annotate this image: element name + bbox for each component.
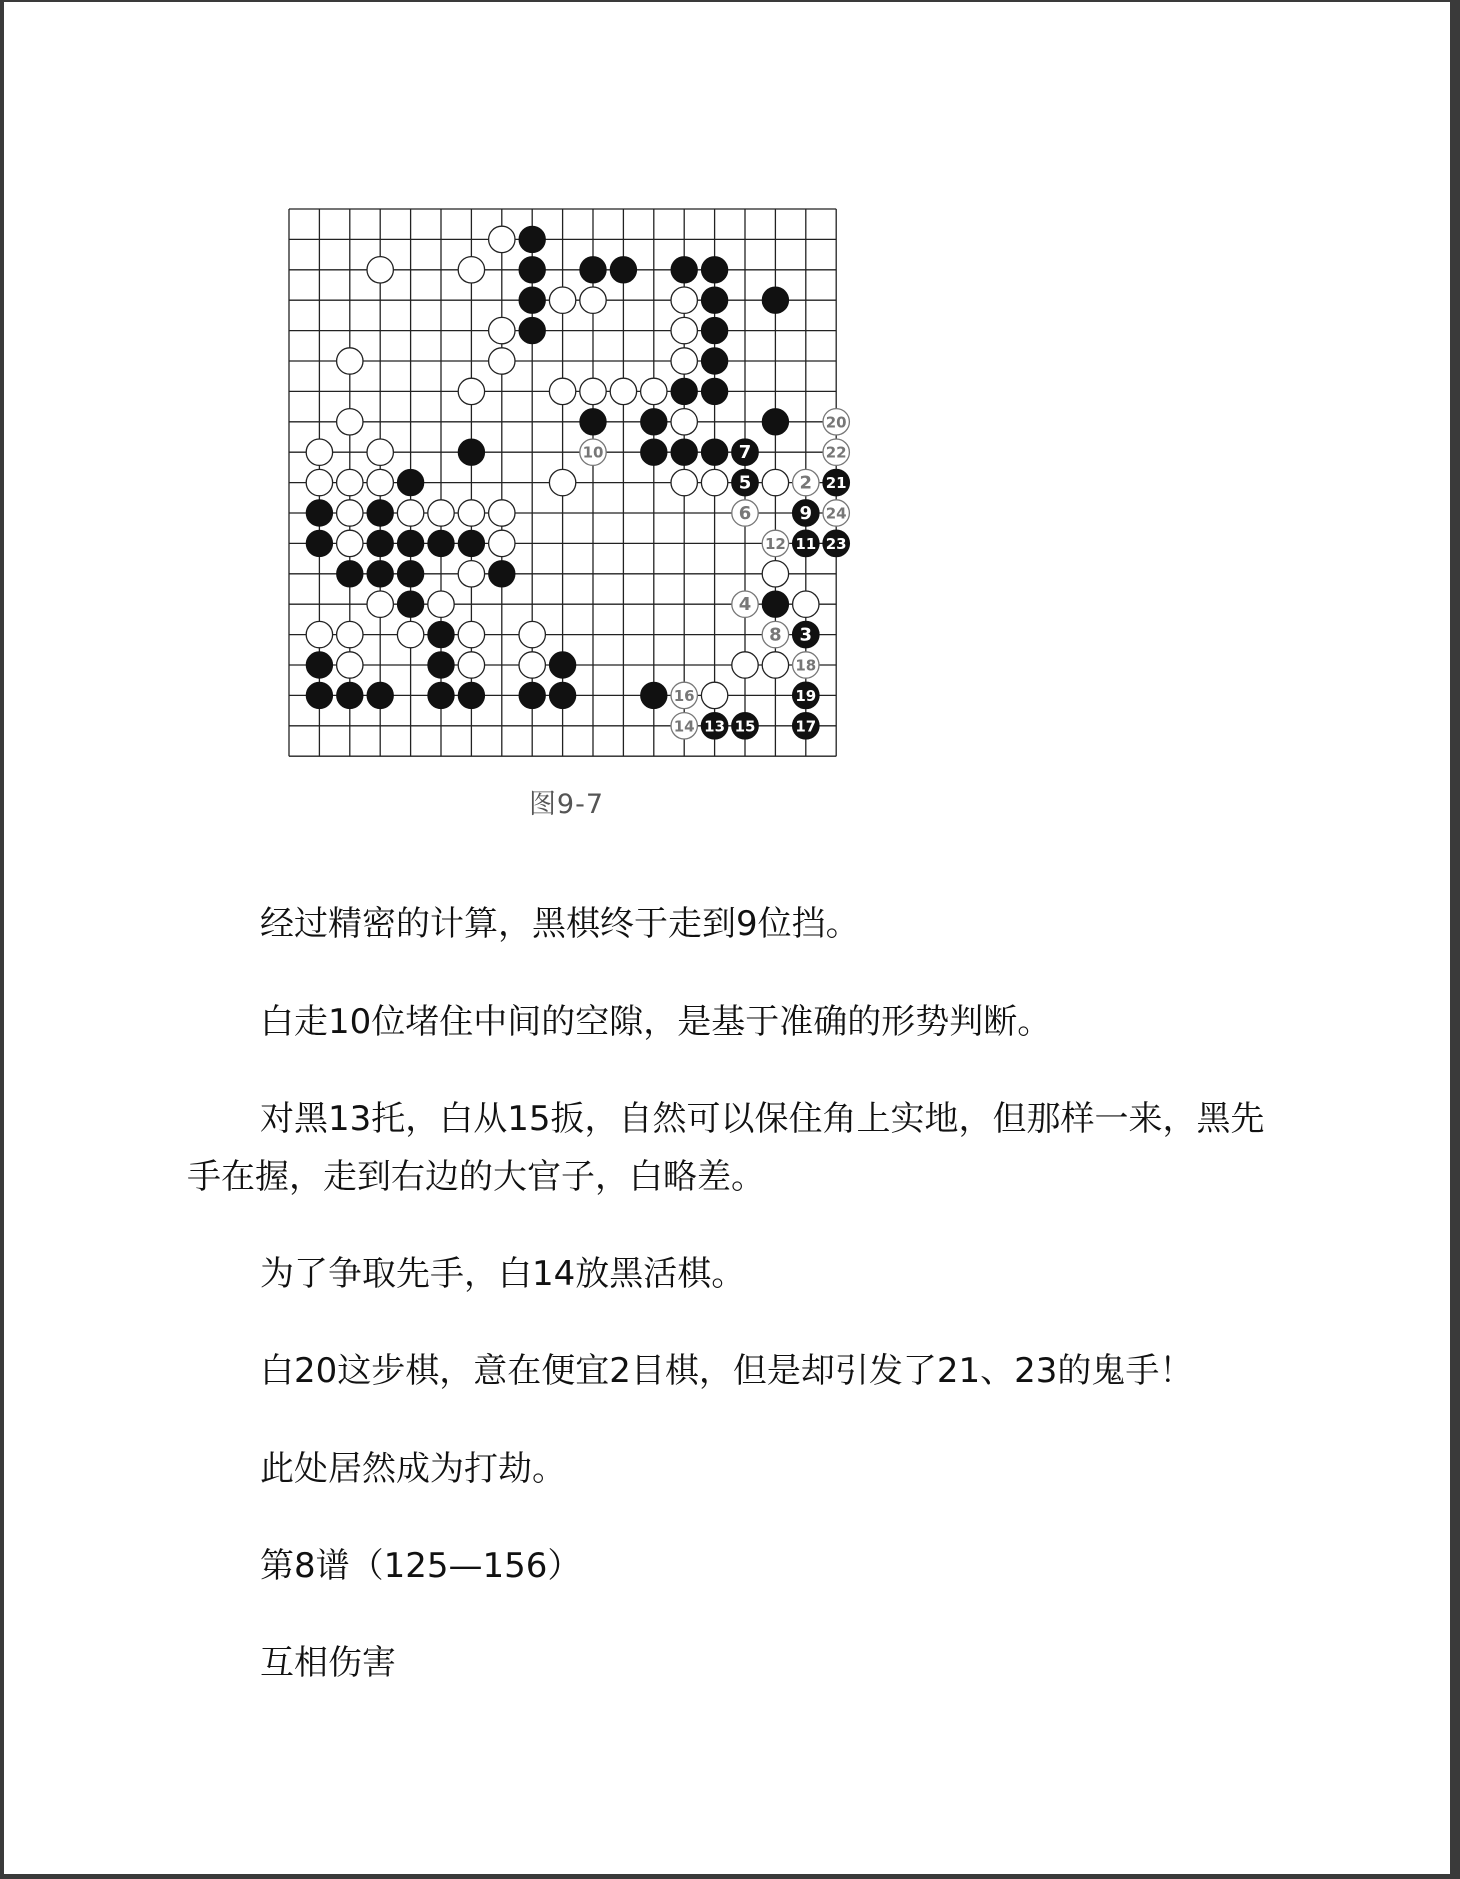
white-stone: [397, 621, 423, 647]
white-stone: [367, 469, 393, 495]
black-stone: [428, 621, 454, 647]
black-stone: [762, 287, 788, 313]
paragraph: 对黑13托，白从15扳，自然可以保住角上实地，但那样一来，黑先手在握，走到右边的大官子，白略差。: [187, 1099, 1265, 1197]
move-number-label: 23: [825, 534, 847, 553]
black-stone: [549, 652, 575, 678]
white-stone: [519, 652, 545, 678]
white-stone: [641, 378, 667, 404]
black-stone: [519, 287, 545, 313]
white-stone: [793, 591, 819, 617]
black-stone: [458, 530, 484, 556]
white-stone: [489, 317, 515, 343]
white-stone: [458, 652, 484, 678]
black-stone: [489, 561, 515, 587]
white-stone: [337, 409, 363, 435]
paragraph: 互相伤害: [260, 1643, 396, 1683]
move-number-label: 6: [738, 503, 752, 524]
move-number-label: 9: [799, 503, 813, 524]
white-stone: [306, 439, 332, 465]
white-stone: [337, 652, 363, 678]
white-stone: [671, 469, 697, 495]
white-stone: [306, 469, 332, 495]
white-stone: [458, 500, 484, 526]
white-stone: [519, 621, 545, 647]
black-stone: [701, 378, 727, 404]
black-stone: [671, 378, 697, 404]
white-stone: [367, 591, 393, 617]
black-stone: [337, 682, 363, 708]
white-stone: [367, 257, 393, 283]
black-stone: [428, 530, 454, 556]
white-stone: [671, 409, 697, 435]
white-stone: [549, 469, 575, 495]
move-number-label: 20: [825, 413, 847, 432]
black-stone: [306, 652, 332, 678]
move-number-label: 5: [738, 472, 752, 494]
white-stone: [580, 378, 606, 404]
white-stone: [671, 348, 697, 374]
white-stone: [428, 591, 454, 617]
white-stone: [458, 621, 484, 647]
white-stone: [671, 317, 697, 343]
white-stone: [367, 439, 393, 465]
move-number-label: 4: [738, 594, 752, 616]
white-stone: [489, 500, 515, 526]
white-stone: [428, 500, 454, 526]
black-stone: [519, 682, 545, 708]
book-page: [4, 2, 1450, 1874]
black-stone: [519, 317, 545, 343]
move-number-label: 3: [799, 624, 813, 646]
white-stone: [458, 378, 484, 404]
black-stone: [458, 439, 484, 465]
white-stone: [671, 287, 697, 313]
white-stone: [397, 500, 423, 526]
white-stone: [458, 561, 484, 587]
white-stone: [549, 378, 575, 404]
paragraph: 第8谱（125—156）: [260, 1546, 582, 1586]
white-stone: [337, 530, 363, 556]
white-stone: [580, 287, 606, 313]
move-number-label: 2: [799, 472, 813, 494]
white-stone: [489, 530, 515, 556]
black-stone: [580, 257, 606, 283]
white-stone: [610, 378, 636, 404]
white-stone: [701, 682, 727, 708]
go-board: [274, 194, 854, 774]
black-stone: [701, 348, 727, 374]
white-stone: [458, 257, 484, 283]
move-number-label: 8: [769, 624, 782, 646]
go-board-diagram: [274, 194, 854, 774]
move-number-label: 7: [738, 442, 752, 464]
move-number-label: 13: [704, 717, 726, 736]
black-stone: [458, 682, 484, 708]
black-stone: [397, 469, 423, 495]
paragraph: 经过精密的计算，黑棋终于走到9位挡。: [260, 904, 860, 944]
white-stone: [306, 621, 332, 647]
white-stone: [489, 348, 515, 374]
white-stone: [337, 500, 363, 526]
black-stone: [641, 682, 667, 708]
black-stone: [641, 439, 667, 465]
white-stone: [762, 652, 788, 678]
black-stone: [519, 257, 545, 283]
white-stone: [489, 226, 515, 252]
move-number-label: 17: [795, 717, 817, 736]
move-number-label: 16: [673, 686, 695, 705]
move-number-label: 21: [825, 474, 847, 493]
white-stone: [337, 469, 363, 495]
white-stone: [732, 652, 758, 678]
move-number-label: 12: [764, 534, 786, 553]
move-number-label: 14: [673, 717, 695, 736]
move-number-label: 15: [734, 717, 756, 736]
figure-caption: 图9-7: [528, 789, 605, 820]
black-stone: [701, 317, 727, 343]
white-stone: [701, 469, 727, 495]
move-number-label: 19: [795, 686, 817, 705]
black-stone: [306, 682, 332, 708]
black-stone: [367, 530, 393, 556]
black-stone: [762, 409, 788, 435]
white-stone: [337, 621, 363, 647]
white-stone: [762, 561, 788, 587]
black-stone: [397, 561, 423, 587]
black-stone: [701, 439, 727, 465]
move-number-label: 22: [825, 443, 847, 462]
black-stone: [762, 591, 788, 617]
paragraph: 白走10位堵住中间的空隙，是基于准确的形势判断。: [260, 1002, 1052, 1042]
move-number-label: 24: [825, 504, 847, 523]
move-number-label: 11: [795, 534, 817, 553]
black-stone: [367, 682, 393, 708]
black-stone: [428, 652, 454, 678]
black-stone: [367, 561, 393, 587]
black-stone: [580, 409, 606, 435]
move-number-label: 18: [795, 656, 817, 675]
move-number-label: 10: [582, 443, 604, 462]
black-stone: [610, 257, 636, 283]
black-stone: [306, 530, 332, 556]
black-stone: [306, 500, 332, 526]
black-stone: [549, 682, 575, 708]
black-stone: [519, 226, 545, 252]
white-stone: [762, 469, 788, 495]
white-stone: [549, 287, 575, 313]
black-stone: [641, 409, 667, 435]
white-stone: [337, 348, 363, 374]
paragraph: 白20这步棋，意在便宜2目棋，但是却引发了21、23的鬼手！: [260, 1351, 1194, 1391]
paragraph: 为了争取先手，白14放黑活棋。: [260, 1254, 746, 1294]
black-stone: [367, 500, 393, 526]
black-stone: [701, 257, 727, 283]
black-stone: [397, 591, 423, 617]
black-stone: [671, 439, 697, 465]
black-stone: [397, 530, 423, 556]
black-stone: [671, 257, 697, 283]
black-stone: [428, 682, 454, 708]
black-stone: [701, 287, 727, 313]
paragraph: 此处居然成为打劫。: [260, 1449, 566, 1489]
black-stone: [337, 561, 363, 587]
